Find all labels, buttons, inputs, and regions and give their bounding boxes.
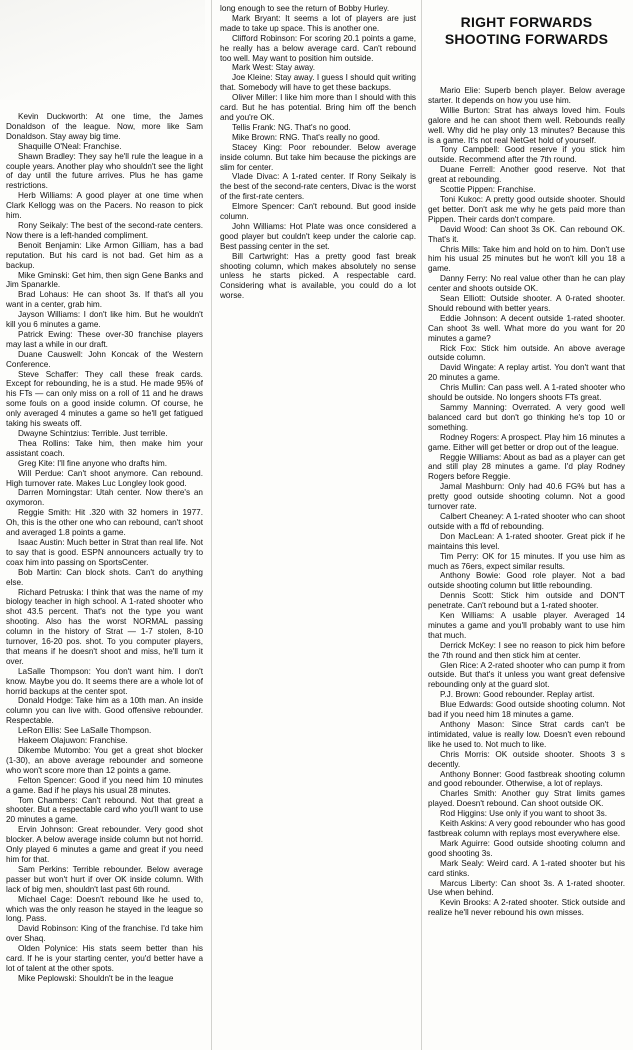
player-entry	[6, 865, 203, 895]
player-name: Scottie Pippen:	[440, 185, 496, 195]
player-name: Hakeem Olajuwon:	[18, 736, 88, 746]
player-entry	[428, 344, 625, 364]
player-name: Chris Morris:	[440, 749, 490, 759]
player-comment: His stats seem better than his card. If he is your starting center, you'd better have a lot of talent at the other spots.	[6, 944, 203, 973]
player-comment: Good outside shooting column and good shooting 3s.	[428, 838, 625, 858]
player-entry	[428, 750, 625, 770]
player-comment: Terrible. Just terrible.	[91, 429, 168, 438]
player-name: Ken Williams:	[440, 611, 495, 621]
player-comment: long enough to see the return of Bobby Hurley.	[220, 4, 390, 13]
player-name: Sammy Manning:	[440, 403, 507, 412]
player-comment: Since Strat cards can't be intimidated, value is really low. Doesn't even rebound like he used to. Not much to like.	[428, 720, 625, 749]
player-entry	[428, 591, 625, 611]
player-name: Michael Cage:	[18, 894, 73, 904]
player-entry	[428, 453, 625, 483]
player-entry	[428, 839, 625, 859]
player-entry	[6, 112, 203, 142]
player-name: Tony Campbell:	[440, 145, 500, 155]
player-comment: Shouldn't be in the league	[78, 973, 174, 983]
player-entry	[428, 225, 625, 245]
player-comment: Strat has always loved him. Fouls galore and he can shoot them well. Rebounds really well. Why did he play only 13 minutes? Because this is a game. It's not real NetGet hold of yourself.	[428, 105, 625, 145]
player-name: Ervin Johnson:	[18, 825, 74, 835]
player-name: Kevin Duckworth:	[18, 112, 88, 121]
player-name: Mark Bryant:	[232, 13, 281, 23]
player-entry	[428, 898, 625, 918]
player-name: Herb Williams:	[18, 191, 73, 201]
player-entry	[6, 271, 203, 291]
player-entry	[220, 202, 416, 222]
player-name: Tellis Frank:	[232, 122, 276, 132]
player-entry	[6, 696, 203, 726]
player-name: Isaac Austin:	[18, 537, 65, 547]
player-comment: Good rebounder. Replay artist.	[483, 690, 595, 700]
player-comment: Take him as a 10th man. An inside column you can live with. Good offensive rebounder. Respectable.	[6, 696, 203, 726]
player-comment: Good role player. Not a bad outside shooting column but little rebounding.	[428, 571, 625, 591]
player-name: Brad Lohaus:	[18, 290, 69, 300]
player-comment: Poor rebounder. Below average inside column. But take him because the pickings are slim for center.	[220, 142, 416, 172]
player-entry	[6, 350, 203, 370]
column-divider	[421, 0, 422, 1050]
player-name: Eddie Johnson:	[440, 313, 498, 323]
player-name: LaSalle Thompson:	[18, 666, 91, 676]
player-entry	[6, 924, 203, 944]
player-comment: Another good reserve. Not that great at rebounding.	[428, 165, 625, 185]
player-entry	[428, 879, 625, 899]
player-comment: Good reserve if you stick him outside. Recommend after the 7th round.	[428, 145, 625, 165]
player-name: Felton Spencer:	[18, 775, 77, 785]
player-entry	[428, 274, 625, 294]
player-comment: Franchise.	[497, 185, 536, 195]
player-comment: Good fastbreak shooting column and good rebounder. Otherwise, a lot of replays.	[428, 769, 625, 789]
player-comment: Utah center. Now there's an oxymoron.	[6, 488, 203, 508]
player-comment: Only had 40.6 FG% but has a pretty good outside shooting column. Not a good turnover rate.	[428, 482, 625, 512]
player-comment: King of the franchise. I'd take him over Shaq.	[6, 924, 203, 944]
player-entry	[428, 809, 625, 819]
player-entry	[220, 252, 416, 302]
player-comment: Another guy Strat limits games played. Doesn't rebound. Can shoot outside OK.	[428, 789, 625, 809]
player-entry	[6, 488, 203, 508]
player-comment: RNG. That's really no good.	[279, 132, 380, 142]
player-comment: Good if you need him 10 minutes a game. Bad if he plays his usual 28 minutes.	[6, 775, 203, 795]
player-comment: I'll fine anyone who drafts him.	[57, 458, 168, 468]
player-name: Glen Rice:	[440, 660, 479, 670]
player-comment: Stick him outside. An above average outside column.	[428, 343, 625, 363]
player-comment: Can't rebound. But good inside column.	[220, 202, 416, 222]
player-name: Willie Burton:	[440, 105, 491, 115]
player-comment: Can't shoot anymore. Can rebound. High turnover rate. Makes Luc Longley look good.	[6, 468, 203, 488]
player-name: Anthony Bowie:	[440, 571, 501, 581]
player-comment: A good player at one time when Clark Kellogg was on the Pacers. No reason to pick him.	[6, 191, 203, 221]
player-comment: It seems a lot of players are just made to take up space. This is another one.	[220, 13, 416, 33]
player-entry	[428, 145, 625, 165]
player-comment: Overrated. A very good well balanced card but don't go thinking he's top 10 or something.	[428, 403, 625, 432]
player-entry	[6, 439, 203, 459]
player-name: Mark Aguirre:	[440, 838, 490, 848]
player-name: P.J. Brown:	[440, 690, 481, 700]
player-comment: I see no reason to pick him before the 7th round and then stick him at center.	[428, 640, 625, 660]
player-entry	[220, 123, 416, 133]
player-entry	[428, 165, 625, 185]
player-entry	[220, 133, 416, 143]
player-comment: A decent outside 1-rated shooter. Can shoot 3s well. What more do you want for 20 minutes a game?	[428, 313, 625, 343]
player-entry	[6, 944, 203, 974]
player-name: Oliver Miller:	[232, 93, 278, 103]
player-name: Calbert Cheaney:	[440, 511, 504, 521]
player-entry	[428, 571, 625, 591]
player-entry	[6, 152, 203, 192]
player-comment: Outside shooter. A 0-rated shooter. Should rebound with better years.	[428, 294, 625, 313]
player-name: Rick Fox:	[440, 343, 477, 353]
player-entry	[6, 825, 203, 865]
player-comment: Franchise.	[89, 736, 128, 746]
player-entry	[428, 294, 625, 314]
player-entry	[428, 690, 625, 700]
player-name: Mike Peplowski:	[18, 973, 77, 983]
player-entry	[428, 433, 625, 453]
player-name: Shaquille O'Neal:	[18, 141, 82, 151]
player-entry	[6, 330, 203, 350]
text-column-1	[6, 0, 203, 984]
player-comment: A 1-rated center. If Rony Seikaly is the best of the second-rate centers, Divac is the worst of the first-rate centers.	[220, 172, 416, 202]
player-name: Danny Ferry:	[440, 274, 488, 284]
player-comment: You get a great shot blocker (1-30), an above average rebounder and someone who won't score more than 12 points a game.	[6, 746, 203, 775]
player-name: Charles Smith:	[440, 789, 497, 799]
player-entry	[6, 895, 203, 925]
player-name: Reggie Smith:	[18, 508, 72, 518]
player-entry	[428, 532, 625, 552]
player-entry	[6, 588, 203, 667]
player-entry	[428, 185, 625, 195]
player-entry	[220, 143, 416, 173]
player-name: Jamal Mashburn:	[440, 482, 505, 492]
player-name: Greg Kite:	[18, 458, 55, 468]
player-name: Mike Brown:	[232, 132, 278, 142]
player-entry	[6, 726, 203, 736]
player-comment: John Koncak of the Western Conference.	[6, 349, 203, 369]
player-entry	[6, 776, 203, 796]
player-name: Bob Martin:	[18, 567, 62, 577]
player-comment: The best of the second-rate centers. Now there is a left-handed compliment.	[6, 220, 203, 240]
player-name: Kevin Brooks:	[440, 898, 491, 908]
player-entry	[428, 106, 625, 146]
player-name: Mark West:	[232, 63, 274, 73]
player-name: Tom Chambers:	[18, 795, 78, 805]
player-comment: I think that was the name of my biology teacher in high school. A 1-rated shooter who shot 43.5 percent. That's not the type you want shooting. Also has the worst NORMAL passing column in the history of Strat — 1-7 stolen, 8-10 turnover, 16-20 pos. shot. To you computer players, that means if he doesn't shoot and miss, he'll turn it over.	[6, 587, 203, 666]
player-entry	[428, 770, 625, 790]
player-name: Bill Cartwright:	[232, 251, 289, 261]
player-comment: Like Armon Gilliam, has a bad reputation. But his card is not bad. Get him as a backup.	[6, 240, 203, 270]
player-entry	[428, 819, 625, 839]
player-name: Darren Morningstar:	[18, 488, 93, 498]
player-name: Derrick McKey:	[440, 640, 496, 650]
player-comment: Stay away.	[275, 63, 315, 73]
player-name: Marcus Liberty:	[440, 878, 498, 888]
player-comment: No real value other than he can play center and shoots outside OK.	[428, 274, 625, 294]
player-entry	[6, 142, 203, 152]
player-entry	[6, 310, 203, 330]
player-entry	[428, 245, 625, 275]
player-entry	[428, 482, 625, 512]
text-column-2	[220, 0, 416, 301]
player-comment: OK outside shooter. Shoots 3 s decently.	[428, 749, 625, 769]
player-name: Will Perdue:	[18, 468, 64, 478]
player-name: Mike Gminski:	[18, 270, 70, 280]
player-name: Jayson Williams:	[18, 310, 81, 320]
player-name: Duane Ferrell:	[440, 165, 496, 175]
player-comment: Take him and hold on to him. Don't use him his usual 25 minutes but he won't kill you 18 a game.	[428, 244, 625, 274]
player-comment: Stay away. I guess I should quit writing that. Somebody will have to get these backups.	[220, 73, 416, 93]
player-comment: I like him more than I should with this card. But he has potential. Bring him off the bench and you're OK.	[220, 93, 416, 122]
player-entry	[428, 611, 625, 641]
player-name: Anthony Mason:	[440, 720, 505, 729]
player-name: Dikembe Mutombo:	[18, 746, 91, 755]
player-comment: Weird card. A 1-rated shooter but his card stinks.	[428, 858, 625, 878]
player-entry	[428, 383, 625, 403]
player-comment: Franchise.	[83, 141, 122, 151]
player-entry	[220, 34, 416, 64]
player-comment: Much better in Strat than real life. Not to say that is good. ESPN announcers actually try to coax him into passing on SportsCenter.	[6, 537, 203, 567]
player-comment: A 1-rated shooter who can shoot outside with a ffd of rebounding.	[428, 511, 625, 531]
player-name: Reggie Williams:	[440, 452, 502, 462]
player-comment: Can block shots. Can't do anything else.	[6, 567, 203, 587]
player-name: Clifford Robinson:	[232, 33, 298, 43]
player-comment: Can pass well. A 1-rated shooter who should be outside. No longers shoots FTs great.	[428, 383, 625, 403]
player-name: Tim Perry:	[440, 551, 479, 561]
player-entry	[428, 720, 625, 750]
player-comment: About as bad as a player can get and still play 28 minutes a game. I'd play Rodney Rogers before Reggie.	[428, 452, 625, 482]
player-name: Olden Polynice:	[18, 944, 78, 954]
player-comment: You don't want him. I don't know. Maybe you do. It seems there are a whole lot of horrid backups at the center spot.	[6, 666, 203, 696]
player-entry	[220, 222, 416, 252]
player-entry	[220, 172, 416, 202]
player-comment: A 1-rated shooter. Great pick if he maintains this level.	[428, 531, 625, 551]
player-entry	[220, 4, 416, 14]
player-name: LeRon Ellis:	[18, 726, 62, 736]
player-comment: A very good rebounder who has good fastbreak column with replays most everywhere else.	[428, 819, 625, 838]
player-entry	[6, 191, 203, 221]
player-entry	[6, 469, 203, 489]
player-entry	[6, 538, 203, 568]
player-name: Keith Askins:	[440, 819, 487, 829]
player-name: Don MacLean:	[440, 531, 495, 541]
text-column-3	[428, 0, 625, 918]
player-name: David Robinson:	[18, 924, 79, 934]
player-entry	[428, 641, 625, 661]
player-comment: Has a pretty good fast break shooting column, which makes absolutely no sense unless he starts picked. A respectable card. Considering what is available, you could do a lot worse.	[220, 251, 416, 301]
player-comment: Terrible rebounder. Below average passer but won't hurt if over OK inside column. With lack of big men, shouldn't last past 6th round.	[6, 864, 203, 894]
player-comment: Superb bench player. Below average starter. It depends on how you use him.	[428, 86, 625, 105]
player-comment: A replay artist. You don't want that 20 minutes a game.	[428, 363, 625, 383]
player-entry	[6, 796, 203, 826]
player-entry	[428, 552, 625, 572]
player-name: Blue Edwards:	[440, 700, 494, 710]
player-entry	[428, 363, 625, 383]
player-name: Chris Mullin:	[440, 383, 486, 393]
player-comment: A prospect. Play him 16 minutes a game. Either will get better or drop out of the league.	[428, 432, 625, 452]
player-name: Elmore Spencer:	[232, 202, 295, 212]
player-comment: Hit .320 with 32 homers in 1977. Oh, this is the other one who can rebound, can't shoot and averaged 1.8 points a game.	[6, 508, 203, 538]
player-comment: A 2-rated shooter who can pump it from outside. But that's it unless you want great defensive rebounding only at the guard slot.	[428, 660, 625, 690]
player-name: Duane Causwell:	[18, 349, 83, 359]
player-entry	[428, 86, 625, 106]
player-name: Steve Schaffer:	[18, 369, 79, 379]
player-comment: A usable player. Averaged 14 minutes a game and you'll probably want to use him that much.	[428, 611, 625, 640]
player-entry	[220, 14, 416, 34]
player-name: John Williams:	[232, 221, 287, 231]
player-comment: Use only if you want to shoot 3s.	[489, 809, 608, 819]
player-entry	[428, 403, 625, 433]
player-comment: Good outside shooting column. Not bad if you need him 18 minutes a game.	[428, 700, 625, 720]
player-name: Dennis Scott:	[440, 591, 494, 601]
player-name: Shawn Bradley:	[18, 151, 76, 161]
player-name: Toni Kukoc:	[440, 194, 483, 204]
player-comment: Great rebounder. Very good shot blocker. A below average inside column but not horrid. Only played 6 minutes a game and great if you need him for that.	[6, 825, 203, 864]
player-name: David Wood:	[440, 224, 488, 234]
player-comment: Hot Plate was once considered a good player but couldn't keep under the calorie cap. Best passing center in the set.	[220, 221, 416, 251]
player-entry	[6, 736, 203, 746]
player-comment: Get him, then sign Gene Banks and Jim Spanarkle.	[6, 270, 203, 290]
player-entry	[6, 667, 203, 697]
player-name: Chris Mills:	[440, 244, 481, 254]
player-name: Sam Perkins:	[18, 864, 69, 874]
player-entry	[220, 93, 416, 123]
player-entry	[6, 221, 203, 241]
player-comment: Can shoot 3s OK. Can rebound OK. That's it.	[428, 224, 625, 244]
player-entry	[6, 508, 203, 538]
player-entry	[428, 859, 625, 879]
player-name: Mark Sealy:	[440, 858, 485, 868]
player-name: Anthony Bonner:	[440, 769, 502, 779]
section-title-line: SHOOTING FORWARDS	[444, 31, 609, 47]
player-name: Dwayne Schintzius:	[18, 429, 90, 438]
player-entry	[6, 746, 203, 776]
player-name: David Wingate:	[440, 363, 497, 373]
player-comment: Take him, then make him your assistant coach.	[6, 438, 203, 458]
player-name: Thea Rollins:	[18, 438, 70, 448]
player-name: Donald Hodge:	[18, 696, 74, 706]
player-comment: At one time, the James Donaldson of the league. Now, more like Sam Donaldson. Stay away big time.	[6, 112, 203, 141]
player-comment: OK for 15 minutes. If you use him as much as 76ers, expect similar results.	[428, 551, 625, 571]
section-title-line: RIGHT FORWARDS	[460, 14, 593, 30]
player-entry	[6, 429, 203, 439]
player-entry	[6, 290, 203, 310]
player-entry	[6, 568, 203, 588]
player-comment: They say he'll rule the league in a couple years. Another play who shouldn't see the light of day until the future arrives. Plus he has game restrictions.	[6, 151, 203, 191]
player-comment: Can shoot 3s. A 1-rated shooter. Use when behind.	[428, 878, 625, 898]
player-comment: Can't rebound. Not that great a shooter. But a respectable card who you'll want to use 20 minutes a game.	[6, 795, 203, 825]
player-comment: A pretty good outside shooter. Should get better. Don't ask me why he gets paid more than Pippen. Their cards don't compare.	[428, 194, 625, 224]
column-divider	[211, 0, 212, 1050]
player-entry	[220, 73, 416, 93]
player-name: Vlade Divac:	[232, 172, 280, 182]
player-entry	[428, 700, 625, 720]
player-entry	[428, 789, 625, 809]
player-name: Benoit Benjamin:	[18, 240, 82, 250]
player-comment: See LaSalle Thompson.	[63, 726, 152, 736]
player-name: Stacey King:	[232, 142, 283, 152]
player-comment: NG. That's no good.	[277, 122, 351, 132]
player-entry	[6, 974, 203, 984]
player-entry	[428, 661, 625, 691]
player-name: Joe Kleine:	[232, 73, 273, 83]
player-comment: They call these freak cards. Except for rebounding, he is a stud. He made 95% of his FTs — can only miss on a roll of 11 and he draws some fouls on a good inside column. Of course, he only averaged 4 minutes a game so he'll get fatigued taking his sweats off.	[6, 369, 203, 429]
player-name: Rod Higgins:	[440, 809, 487, 819]
player-entry	[428, 512, 625, 532]
player-entry	[6, 241, 203, 271]
player-entry	[428, 195, 625, 225]
player-comment: He can shoot 3s. If that's all you want in a center, grab him.	[6, 290, 203, 310]
player-comment: For scoring 20.1 points a game, he really has a below average card. Can't rebound too well. May want to position him outside.	[220, 33, 416, 63]
player-name: Sean Elliott:	[440, 294, 486, 304]
player-comment: These over-30 franchise players may last a while in our draft.	[6, 329, 203, 349]
player-comment: I don't like him. But he wouldn't kill you 6 minutes a game.	[6, 310, 203, 330]
player-entry	[6, 459, 203, 469]
player-entry	[6, 370, 203, 429]
player-name: Mario Elie:	[440, 86, 481, 95]
player-entry	[428, 314, 625, 344]
player-name: Rodney Rogers:	[440, 432, 500, 442]
player-comment: A 2-rated shooter. Stick outside and realize he'll never rebound his own misses.	[428, 898, 625, 918]
player-name: Rony Seikaly:	[18, 220, 69, 230]
player-comment: Doesn't rebound like he used to, which was the only reason he stayed in the league so long. Pass.	[6, 894, 203, 924]
player-name: Patrick Ewing:	[18, 329, 73, 339]
player-entry	[220, 63, 416, 73]
player-name: Richard Petruska:	[18, 587, 84, 597]
player-comment: Stick him outside and DON'T penetrate. Can't rebound but a 1-rated shooter.	[428, 591, 625, 611]
